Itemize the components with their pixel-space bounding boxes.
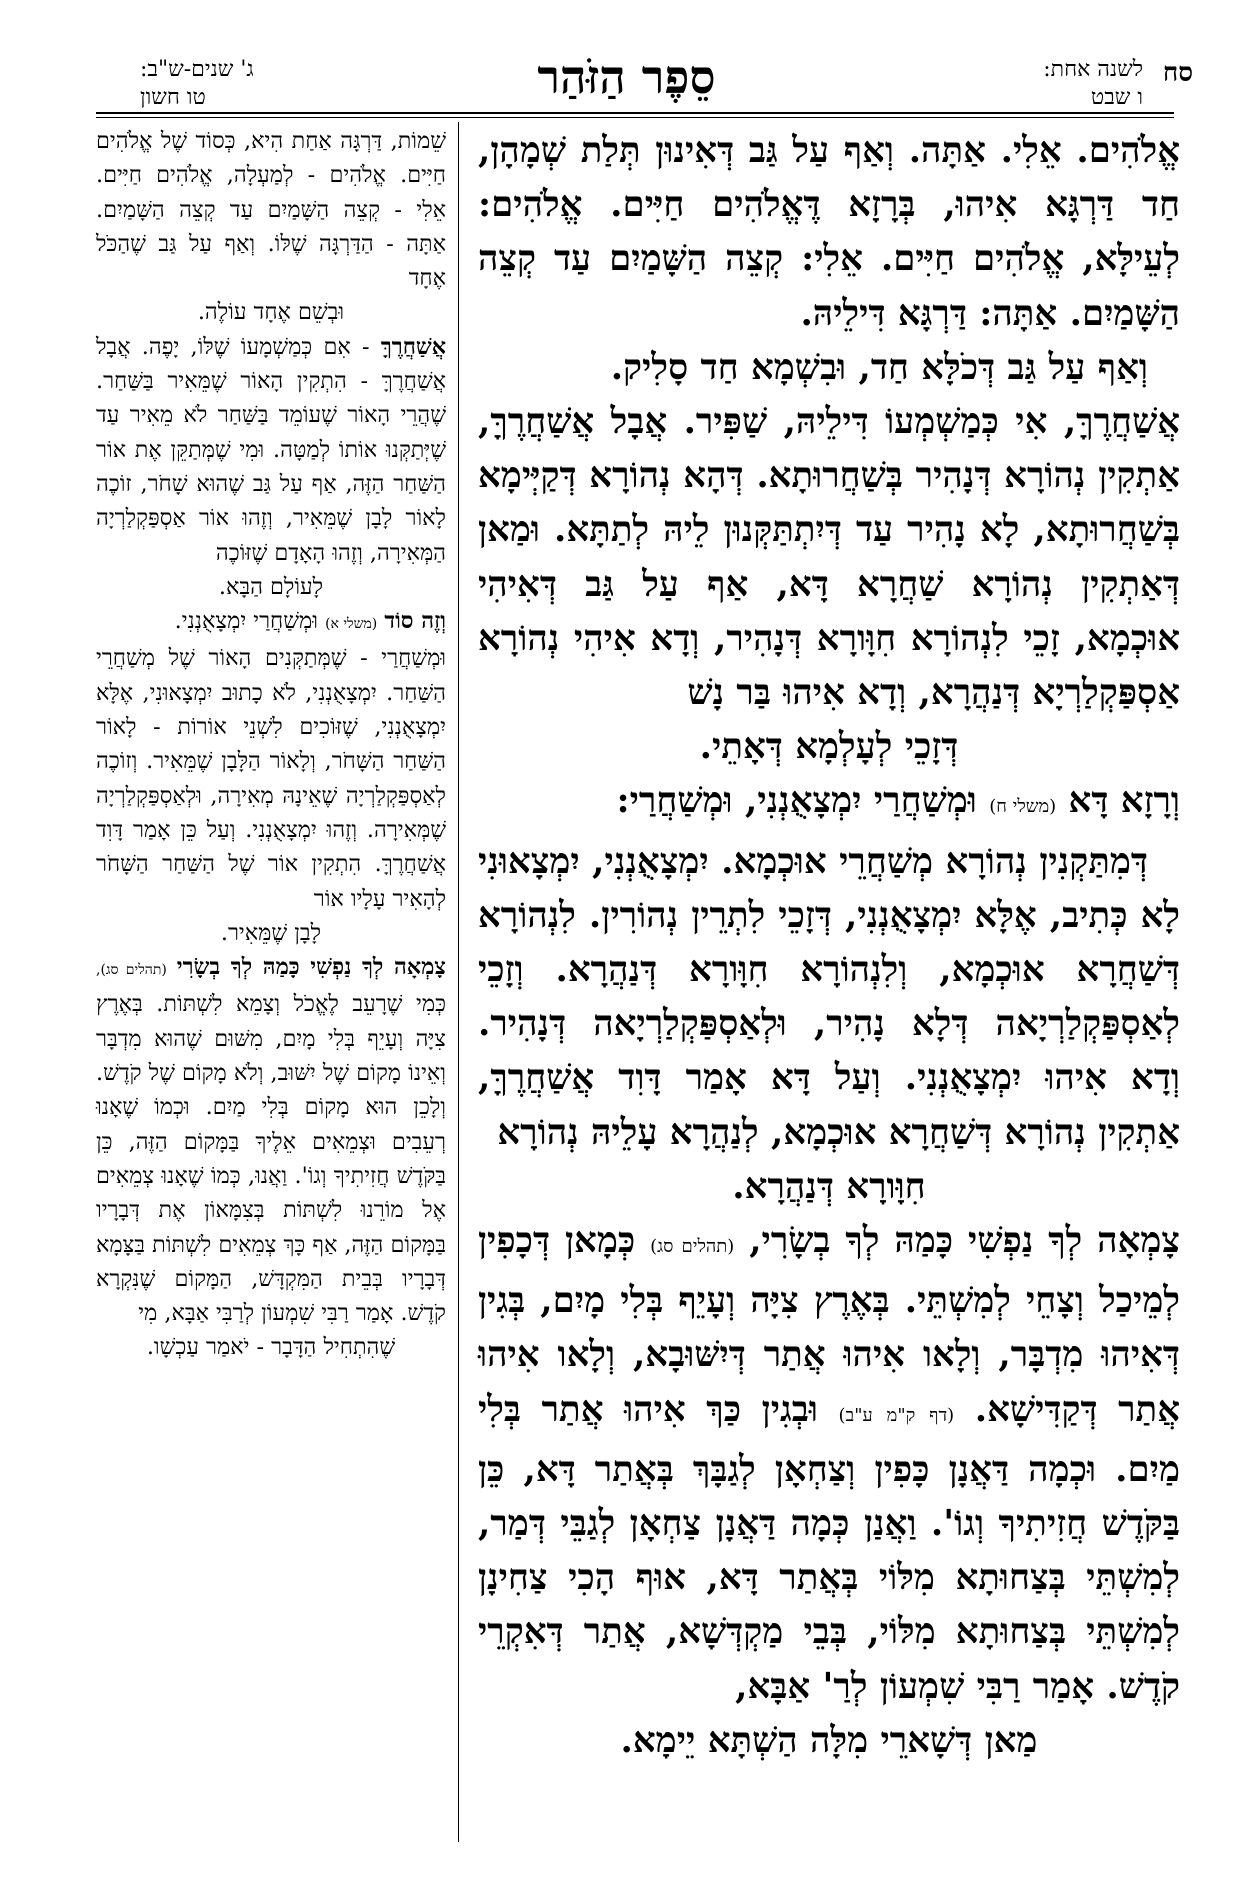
main-paragraph: וְאַף עַל גַּב דְּכֹלָּא חַד, וּבִשְׁמָא חַד סָלִיק. — [610, 346, 1148, 388]
main-paragraph: אֲשַׁחֲרֶךָּ, אִי כְּמַשְׁמְעוֹ דִּילֵיהּ, שַׁפִּיר. אֲבָל אֲשַׁחֲרֶךָּ, אַתְקִין נְהוֹרָא דְּנָהִיר בְּשַׁחֲרוּתָא. דְּהָא נְהוֹרָא דְּקַיְּימָא בְּשַׁחֲרוּתָא, לָא נָהִיר עַד דְּיִתְתַּקְּנוּן לֵיהּ לְתַתָּא. וּמַאן דְּאַתְקִין נְהוֹרָא שַׁחֲרָא דָּא, אַף עַל גַּב דְּאִיהִי אוּכְמָא, זָכֵי לִנְהוֹרָא חִוָּורָא דְּנָהִיר, וְדָא אִיהִי נְהוֹרָא אַסְפַּקְלַרְיָא דְּנַהֲרָא, וְדָא אִיהוּ בַּר נָשׁ — [478, 401, 1180, 714]
main-text: כְּמָאן דְּכָפִין לְמֵיכַל וְצָחֵי לְמִשְׁתֵּי. בְּאֶרֶץ צִיָּה וְעָיֵף בְּלִי מָיִם, בְּגִין דְּאִיהוּ מִדְבָּר, וְלָאו אִיהוּ אֲתַר דְּיִשּׁוּבָא, וְלָאו אִיהוּ אֲתַר דְּקַדִּישָׁא. — [478, 1220, 1180, 1430]
header-rule-thin — [96, 117, 1174, 118]
side-paragraph — [96, 330, 446, 570]
header-right-line2: ו שבט — [1090, 85, 1143, 110]
main-paragraph-end: דְּזָכֵי לְעָלְמָא דְּאָתֵי. — [699, 726, 959, 768]
main-paragraph — [478, 774, 1180, 834]
verse-reference: (משלי א) — [325, 616, 378, 633]
side-text: כְּמִי שֶׁרָעֵב לֶאֱכֹל וְצָמֵא לִשְׁתּוֹת. בְּאֶרֶץ צִיָּה וְעָיֵף בְּלִי מָיִם, מִשּׁוּם שֶׁהוּא מִדְבָּר וְאֵינוֹ מָקוֹם שֶׁל יִשּׁוּב, וְלֹא מָקוֹם שֶׁל קֹדֶשׁ. וְלָכֵן הוּא מָקוֹם בְּלִי מַיִם. וּכְמוֹ שֶׁאָנוּ רְעֵבִים וּצְמֵאִים אֵלֶיךָ בַּמָּקוֹם הַזֶּה, כֵּן בַּקֹּדֶשׁ חֲזִיתִיךָ וְגוֹ'. וַאֲנוּ, כְּמוֹ שֶׁאָנוּ צְמֵאִים אֶל מוֹרֵנוּ לִשְׁתּוֹת בְּצִמָּאוֹן אֶת דְּבָרָיו בַּמָּקוֹם הַזֶּה, אַף כָּךְ צְמֵאִים לִשְׁתּוֹת בַּצָּמָא דְּבָרָיו בְּבֵית הַמִּקְדָּשׁ, הַמָּקוֹם שֶׁנִּקְרָא קֹדֶשׁ. אָמַר רַבִּי שִׁמְעוֹן לְרַבִּי אַבָּא, מִי — [96, 991, 446, 1327]
side-paragraph — [96, 604, 446, 641]
verse-reference: (תהלים סג), — [96, 962, 167, 979]
header-left-line2: טו חשון — [140, 85, 206, 110]
main-paragraph: אֱלֹהִים. אֵלִי. אַתָּה. וְאַף עַל גַּב דְּאִינוּן תְּלַת שְׁמָהָן, חַד דַּרְגָּא אִיהוּ, בְּרָזָא דֶּאֱלֹהִים חַיִּים. אֱלֹהִים: לְעֵילָּא, אֱלֹהִים חַיִּים. אֵלִי: קְצֵה הַשָּׁמַיִם עַד קְצֵה הַשָּׁמַיִם. אַתָּה: דַּרְגָּא דִּילֵיהּ. — [478, 130, 1180, 334]
main-paragraph-end: חִוָּורָא דְּנַהֲרָא. — [732, 1165, 926, 1207]
side-paragraph-end: וּבְשֵׁם אֶחָד עוֹלֶה. — [197, 299, 345, 326]
translation-column — [96, 124, 446, 1839]
verse-reference: (משלי ח) — [989, 796, 1057, 818]
page-number: סח — [1162, 58, 1193, 88]
main-lead-words: צָמְאָה לְךָ נַפְשִׁי כָּמַהּ לְךָ בְשָׂרִי, — [749, 1220, 1181, 1262]
main-paragraph — [478, 1214, 1180, 1714]
side-paragraph — [96, 950, 446, 1330]
side-lead-word: אֲשַׁחֲרֶךָּ — [380, 333, 447, 360]
main-paragraph-end: מַאן דְּשָׁארֵי מִלָּה הַשְׁתָּא יֵימָא. — [620, 1719, 1038, 1761]
header-right-line1: לשנה אחת: — [1043, 57, 1143, 82]
side-paragraph-end: שֶׁהִתְחִיל הַדָּבָר - יֹאמַר עַכְשָׁו. — [146, 1334, 396, 1361]
side-paragraph: שֵׁמוֹת, דַּרְגָּה אַחַת הִיא, כְּסוֹד שֶׁל אֱלֹהִים חַיִּים. אֱלֹהִים - לְמַעְלָה, אֱלֹהִים חַיִּים. אֵלִי - קְצֵה הַשָּׁמַיִם עַד קְצֵה הַשָּׁמַיִם. אַתָּה - הַדַּרְגָּה שֶׁלּוֹ. וְאַף עַל גַּב שֶׁהַכֹּל אֶחָד — [96, 128, 446, 292]
book-title: סֵפֶר הַזֹּהַר — [537, 50, 716, 104]
side-lead-word: צָמְאָה לְךָ נַפְשִׁי כָּמַהּ לְךָ בְשָׂרִי — [176, 954, 446, 981]
side-paragraph-end: לָעוֹלָם הַבָּא. — [218, 573, 324, 600]
side-text: - אִם כְּמַשְׁמָעוֹ שֶׁלּוֹ, יָפֶה. אֲבָל אֲשַׁחֲרֶךָּ - הִתְקִין הָאוֹר שֶׁמֵּאִיר בַּשַּׁחַר. שֶׁהֲרֵי הָאוֹר שֶׁעוֹמֵד בַּשַּׁחַר לֹא מֵאִיר עַד שֶׁיְּתַקְּנוּ אוֹתוֹ לְמַטָּה. וּמִי שֶׁמְּתַקֵּן אֶת אוֹר הַשַּׁחַר הַזֶּה, אַף עַל גַּב שֶׁהוּא שָׁחֹר, זוֹכֶה לָאוֹר לָבָן שֶׁמֵּאִיר, וְזֶהוּ אוֹר אַסְפַּקְלַרְיָה הַמְּאִירָה, וְזֶהוּ הָאָדָם שֶׁזּוֹכֶה — [96, 333, 446, 566]
side-lead-word: וְזֶה סוֹד — [384, 608, 446, 635]
main-text: וּבְגִין כַּךְ אִיהוּ אֲתַר בְּלִי מַיִם. וּכְמָה דַּאֲנָן כָּפִין וְצַחְאָן לְגַבָּךְ בְּאֲתַר דָּא, כֵּן בַּקֹּדֶשׁ חֲזִיתִיךָ וְגוֹ'. וַאֲנַן כְּמָה דַּאֲנָן צַחְאָן לְגַבֵּי דְּמַר, לְמִשְׁתֵּי בְּצַחוּתָא מִלּוֹי בְּאֲתַר דָּא, אוּף הָכִי צַחִינָן לְמִשְׁתֵּי בְּצַחוּתָא מִלּוֹי, בְּבֵי מַקְדְּשָׁא, אֲתַר דְּאִקְרֵי קֹדֶשׁ. אָמַר רַבִּי שִׁמְעוֹן לְרַ' אַבָּא, — [478, 1388, 1180, 1707]
header-rule — [96, 112, 1174, 114]
verse-reference: (תהלים סג) — [650, 1236, 735, 1258]
main-text-column — [478, 124, 1180, 1839]
folio-reference: (דף ק"מ ע"ב) — [838, 1404, 955, 1426]
side-text: וּמְשַׁחֲרַי יִמְצָאֻנְנִי. — [174, 608, 318, 635]
column-divider — [458, 122, 459, 1842]
header-left-line1: ג' שנים-ש"ב: — [140, 57, 254, 82]
page-header — [0, 0, 1253, 118]
main-verse-text: וּמְשַׁחֲרַי יִמְצָאֻנְנִי, וּמְשַׁחֲרַי: — [616, 780, 977, 822]
main-paragraph: דְּמִתַּקְנִין נְהוֹרָא מְשַׁחֲרֵי אוּכְמָא. יִמְצָאֻנְנִי, יִמְצָאוּנִי לָא כְּתִיב, אֶלָּא יִמְצָאֻנְנִי, דְּזָכֵי לִתְרֵין נְהוֹרִין. לִנְהוֹרָא דְּשַׁחֲרָא אוּכְמָא, וְלִנְהוֹרָא חִוָּורָא דְּנַהֲרָא. וְזָכֵי לְאַסְפַּקְלַרְיָאה דְּלָא נָהִיר, וּלְאַסְפַּקְלַרְיָאה דְּנָהִיר. וְדָא אִיהוּ יִמְצָאֻנְנִי. וְעַל דָּא אָמַר דָּוִד אֲשַׁחֲרֶךָּ, אַתְקִין נְהוֹרָא דְּשַׁחֲרָא אוּכְמָא, לְנַהֲרָא עָלֵיהּ נְהוֹרָא — [478, 840, 1180, 1153]
side-paragraph-end: לָבָן שֶׁמֵּאִיר. — [220, 919, 322, 946]
side-paragraph: וּמְשַׁחֲרַי - שֶׁמְּתַקְּנִים הָאוֹר שֶׁל מְשַׁחֲרֵי הַשַּׁחַר. יִמְצָאֻנְנִי, לֹא כָתוּב יִמְצָאוּנִי, אֶלָּא יִמְצָאֻנְנִי, שֶׁזּוֹכִים לִשְׁנֵי אוֹרוֹת - לָאוֹר הַשַּׁחַר הַשָּׁחֹר, וְלָאוֹר הַלָּבָן שֶׁמֵּאִיר. וְזוֹכֶה לְאַסְפַּקְלַרְיָה שֶׁאֵינָהּ מְאִירָה, וּלְאַסְפַּקְלַרְיָה שֶׁמְּאִירָה. וְזֶהוּ יִמְצָאֻנְנִי. וְעַל כֵּן אָמַר דָּוִד אֲשַׁחֲרֶךָּ. הִתְקִין אוֹר שֶׁל הַשַּׁחַר הַשָּׁחֹר לְהָאִיר עָלָיו אוֹר — [96, 645, 446, 912]
main-lead-words: וְרָזָא דָּא — [1068, 780, 1180, 822]
